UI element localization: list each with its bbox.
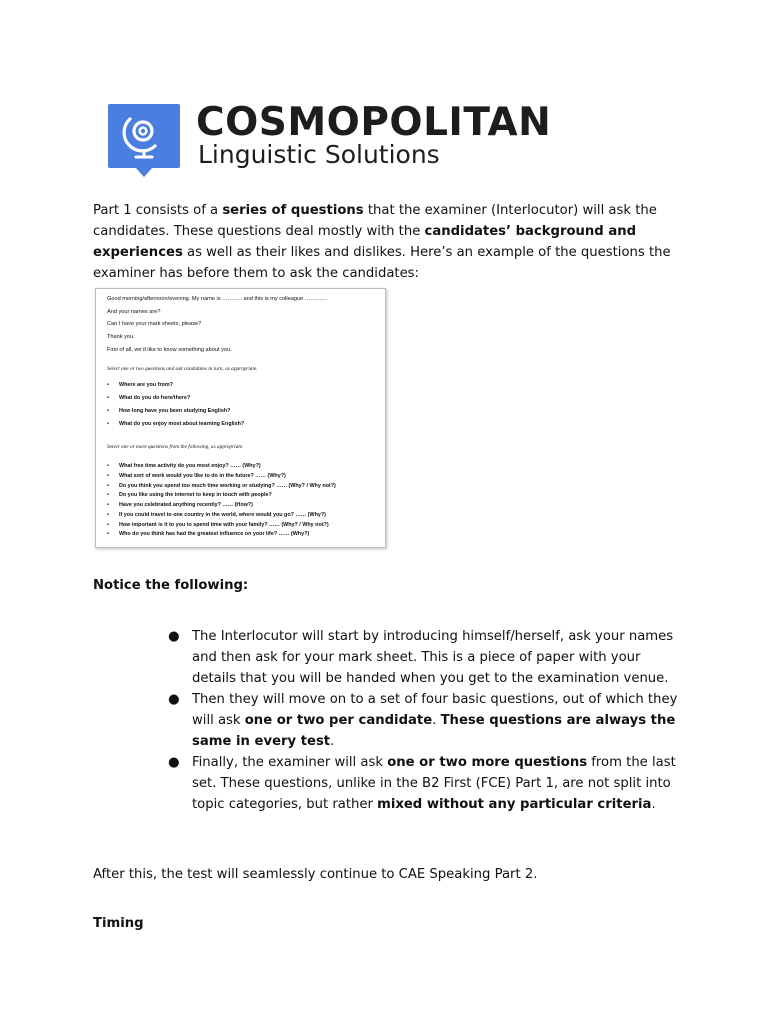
list-item bbox=[168, 752, 678, 815]
list-item bbox=[168, 689, 678, 752]
globe-badge-icon bbox=[108, 104, 180, 180]
script-question: • Where are you from? bbox=[107, 382, 173, 388]
bullet-icon: ● bbox=[168, 692, 180, 707]
intro-bold-1: series of questions bbox=[222, 203, 364, 218]
list-item-bold: one or two more questions bbox=[387, 755, 588, 770]
intro-bold-2: candidates’ background and experiences bbox=[93, 224, 637, 260]
script-line: Can I have your mark sheets, please? bbox=[107, 321, 202, 327]
script-question: • Who do you think has had the greatest influence on your life? …… (Why?) bbox=[107, 531, 309, 537]
list-item-text: Then they will move on to a set of four basic questions, out of which they will ask bbox=[192, 692, 678, 728]
list-item-bold: mixed without any particular criteria bbox=[377, 797, 652, 812]
script-line: First of all, we’d like to know something about you. bbox=[107, 347, 232, 353]
logo-subtitle: Linguistic Solutions bbox=[198, 140, 440, 169]
script-question: • What free time activity do you most enjoy? …… (Why?) bbox=[107, 463, 261, 469]
script-instruction: Select one or more questions from the following, as appropriate. bbox=[107, 444, 244, 450]
after-paragraph: After this, the test will seamlessly continue to CAE Speaking Part 2. bbox=[93, 867, 538, 882]
script-question: • Do you like using the internet to keep in touch with people? bbox=[107, 492, 272, 498]
list-item-bold: one or two per candidate bbox=[244, 713, 433, 728]
intro-text-3: as well as their likes and dislikes. Here’s an example of the questions the examiner has before them to ask the candidates: bbox=[93, 245, 671, 281]
intro-paragraph bbox=[93, 200, 683, 284]
list-item-text: . bbox=[651, 797, 656, 812]
script-question: • If you could travel to one country in the world, where would you go? …… (Why?) bbox=[107, 512, 326, 518]
list-item bbox=[168, 626, 678, 689]
interlocutor-script-image bbox=[95, 288, 386, 548]
list-item-bold: These questions are always the same in every test bbox=[192, 713, 676, 749]
notice-list bbox=[168, 626, 678, 815]
bullet-icon: ● bbox=[168, 755, 180, 770]
script-line: Good morning/afternoon/evening. My name is ……….. and this is my colleague ……….. . bbox=[107, 296, 328, 302]
list-item-text: . bbox=[330, 734, 335, 749]
script-question: • How important is it to you to spend time with your family? …… (Why? / Why not?) bbox=[107, 522, 329, 528]
bullet-icon: ● bbox=[168, 629, 180, 644]
list-item-text: The Interlocutor will start by introducing himself/herself, ask your names and then ask for your mark sheet. This is a piece of paper with your details that you will be handed when you get to the examination venue. bbox=[192, 629, 674, 686]
script-question: • Have you celebrated anything recently? …… (How?) bbox=[107, 502, 253, 508]
list-item-text: from the last set. These questions, unlike in the B2 First (FCE) Part 1, are not split into topic categories, but rather bbox=[192, 755, 676, 812]
script-question: • How long have you been studying English? bbox=[107, 408, 230, 414]
script-question: • Do you think you spend too much time working or studying? …… (Why? / Why not?) bbox=[107, 483, 336, 489]
intro-text-1: Part 1 consists of a bbox=[93, 203, 223, 218]
script-line: Thank you. bbox=[107, 334, 135, 340]
script-question: • What do you do here/there? bbox=[107, 395, 190, 401]
script-line: And your names are? bbox=[107, 309, 161, 315]
script-question: • What do you enjoy most about learning English? bbox=[107, 421, 244, 427]
timing-heading: Timing bbox=[93, 916, 144, 931]
script-instruction: Select one or two questions and ask candidates in turn, as appropriate. bbox=[107, 366, 258, 372]
list-item-text: Finally, the examiner will ask bbox=[192, 755, 388, 770]
notice-heading: Notice the following: bbox=[93, 578, 249, 593]
logo-title: COSMOPOLITAN bbox=[196, 100, 552, 145]
intro-text-2: that the examiner (Interlocutor) will ask the candidates. These questions deal mostly with the bbox=[93, 203, 657, 239]
list-item-text: . bbox=[432, 713, 441, 728]
script-question: • What sort of work would you like to do in the future? …… (Why?) bbox=[107, 473, 286, 479]
